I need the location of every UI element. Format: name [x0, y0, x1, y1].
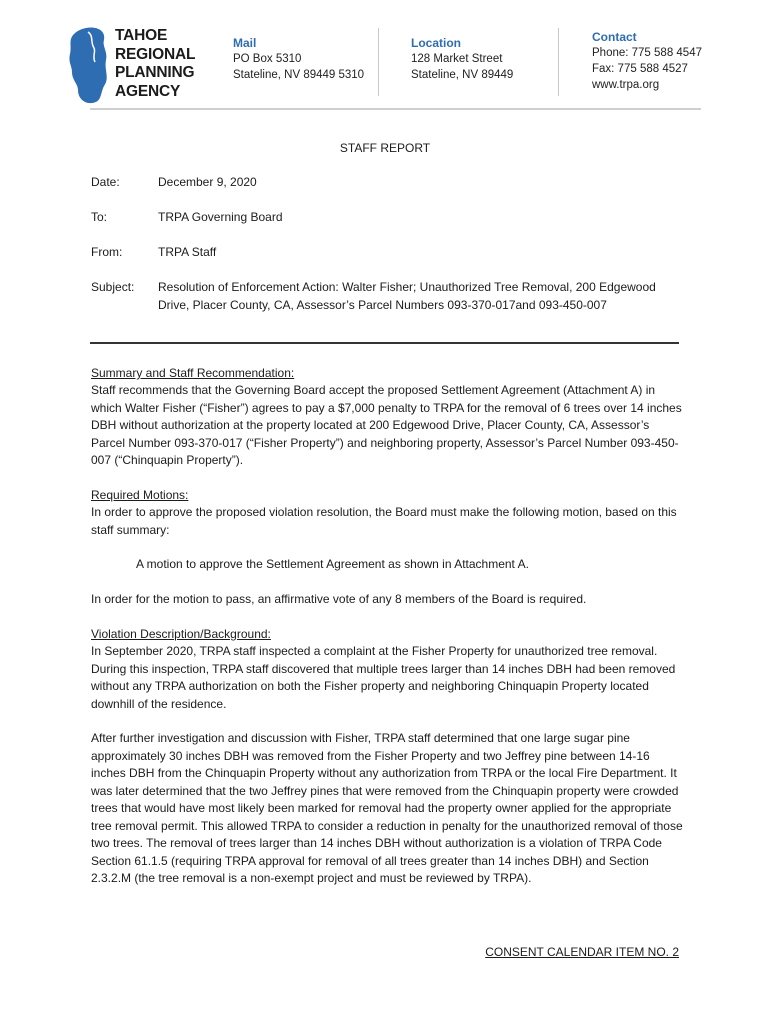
mail-line: Stateline, NV 89449 5310 [233, 69, 365, 81]
motion-statement: A motion to approve the Settlement Agreement as shown in Attachment A. [136, 557, 529, 571]
violation-paragraph-1: In September 2020, TRPA staff inspected a complaint at the Fisher Property for unauthorized tree removal. During this inspection, TRPA staff discovered that multiple trees larger than 14 inches DBH had been removed without any TRPA authorization on both the Fisher property and neighboring Chinquapin Property located downhill of the residence. [91, 644, 676, 711]
agency-line: TAHOE [115, 27, 168, 44]
location-title: Location [411, 36, 461, 50]
contact-phone: Phone: 775 588 4547 [592, 47, 702, 59]
violation-paragraph-2: After further investigation and discussion with Fisher, TRPA staff determined that one large sugar pine approximately 30 inches DBH was removed from the Fisher Property and two Jeffrey pine between 14-16 inches DBH from the Chinquapin Property without any authorization from TRPA or the local Fire Department. It was later determined that the two Jeffrey pines that were removed from the Chinquapin property were crowded trees that would have most likely been marked for removal had the property owner applied for the appropriate tree removal permit. This allowed TRPA to consider a reduction in penalty for the unauthorized removal of those two trees. The removal of trees larger than 14 inches DBH without authorization is a violation of TRPA Code Section 61.1.5 (requiring TRPA approval for removal of all trees greater than 14 inches DBH) and Section 2.3.2.M (the tree removal is a non-exempt project and must be reviewed by TRPA). [91, 731, 683, 885]
mail-title: Mail [233, 36, 257, 50]
subject-rule [90, 342, 679, 344]
contact-fax: Fax: 775 588 4527 [592, 63, 688, 75]
motions-text: In order to approve the proposed violation resolution, the Board must make the following motion, based on this staff summary: [91, 505, 677, 537]
date-value: December 9, 2020 [158, 175, 257, 189]
to-value: TRPA Governing Board [158, 210, 283, 224]
agency-line: PLANNING [115, 64, 195, 81]
from-label: From: [91, 245, 123, 259]
agency-line: AGENCY [115, 82, 181, 100]
contact-title: Contact [592, 30, 637, 44]
subject-label: Subject: [91, 280, 135, 294]
motions-heading: Required Motions: [91, 488, 189, 502]
violation-heading: Violation Description/Background: [91, 627, 271, 641]
header-divider [558, 28, 559, 96]
location-line: Stateline, NV 89449 [411, 69, 514, 81]
to-label: To: [91, 210, 108, 224]
summary-heading: Summary and Staff Recommendation: [91, 366, 295, 380]
summary-text: Staff recommends that the Governing Board accept the proposed Settlement Agreement (Attachment A) in which Walter Fisher (“Fisher”) agrees to pay a $7,000 penalty to TRPA for the removal of 6 trees over 14 inches DBH without authorization at the property located at 200 Edgewood Drive, Placer County, CA, Assessor’s Parcel Number 093-370-017 (“Fisher Property”) and neighboring property, Assessor’s Parcel Number 093-450-007 (“Chinquapin Property”). [91, 383, 682, 467]
location-line: 128 Market Street [411, 53, 503, 65]
report-title: STAFF REPORT [339, 141, 431, 155]
consent-calendar-label: CONSENT CALENDAR ITEM NO. 2 [485, 945, 679, 959]
subject-value: Resolution of Enforcement Action: Walter Fisher; Unauthorized Tree Removal, 200 Edgewood Drive, Placer County, CA, Assessor’s Parcel Numbers 093-370-017and 093-450-007 [158, 280, 656, 312]
location-block [411, 35, 513, 83]
header-divider [378, 28, 379, 96]
mail-block [233, 35, 364, 83]
agency-line: REGIONAL [115, 45, 196, 63]
mail-line: PO Box 5310 [233, 53, 302, 65]
agency-name [115, 27, 195, 101]
header-rule [90, 108, 701, 110]
contact-website-link[interactable]: www.trpa.org [592, 79, 660, 91]
lake-tahoe-logo-icon [66, 26, 110, 104]
from-value: TRPA Staff [158, 245, 217, 259]
vote-requirement: In order for the motion to pass, an affirmative vote of any 8 members of the Board is required. [91, 592, 587, 606]
date-label: Date: [91, 175, 120, 189]
contact-block [592, 29, 702, 93]
